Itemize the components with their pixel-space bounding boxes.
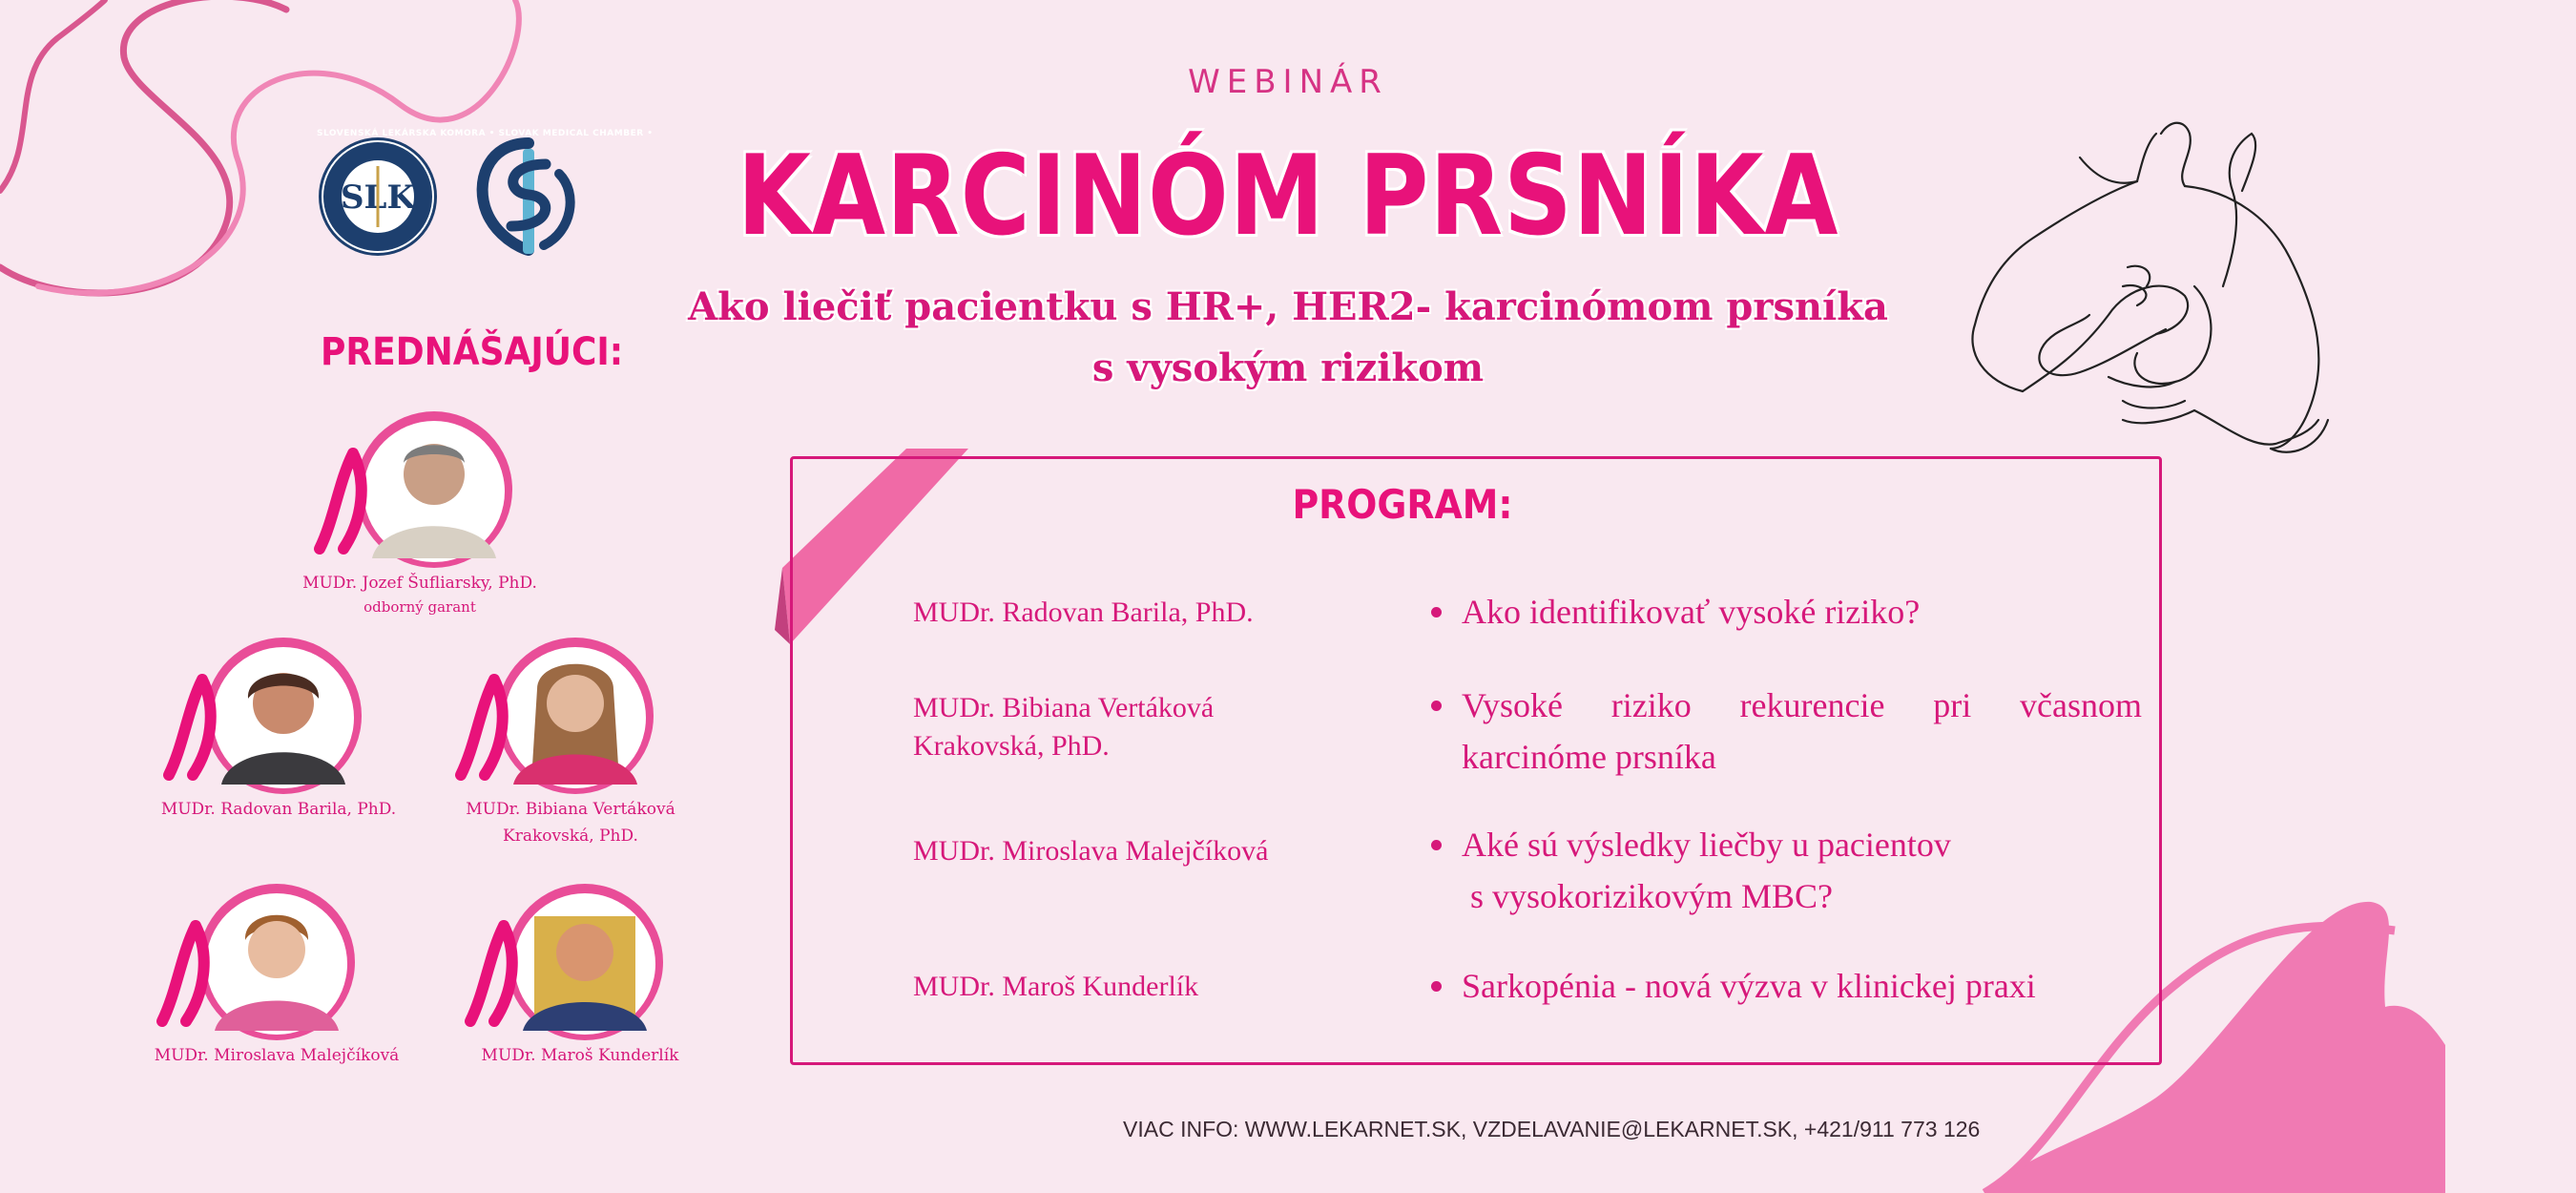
slk-ring-text: SLOVENSKÁ LEKÁRSKA KOMORA • SLOVAK MEDICAL CHAMBER • — [317, 129, 654, 138]
program-speaker-line-1: MUDr. Bibiana Vertáková — [913, 692, 1215, 723]
program-topic-line-2: karcinóme prsníka — [1462, 738, 1716, 776]
bullet-icon — [1431, 840, 1442, 850]
bullet-icon — [1431, 981, 1442, 992]
speaker-name: MUDr. Radovan Barila, PhD. — [160, 800, 397, 819]
program-topic — [1431, 680, 2142, 783]
speaker-name-line-2: Krakovská, PhD. — [503, 827, 638, 846]
program-heading: PROGRAM: — [1292, 481, 1513, 528]
program-speaker-line-1: MUDr. Maroš Kunderlík — [913, 971, 1199, 1002]
speaker-photo — [456, 632, 666, 804]
program-speaker — [913, 594, 1390, 632]
program-speaker — [913, 832, 1390, 870]
pink-ribbon-icon — [169, 680, 211, 775]
speaker-photo — [466, 878, 675, 1050]
program-topic — [1431, 586, 2142, 638]
speaker-photo — [157, 878, 367, 1050]
bullet-icon — [1431, 701, 1442, 711]
speaker-role: odborný garant — [364, 598, 476, 616]
speaker-name: MUDr. Miroslava Malejčíková — [154, 1046, 400, 1065]
main-title: KARCINÓM PRSNÍKA — [737, 132, 1839, 261]
program-topic-line-1: Ako identifikovať vysoké riziko? — [1462, 593, 1921, 631]
speaker-name: MUDr. Maroš Kunderlík — [481, 1046, 679, 1065]
program-topic-line-1: Vysoké riziko rekurencie pri včasnom — [1462, 686, 2142, 724]
pink-ribbon-icon — [162, 926, 204, 1021]
footer-contact-info: VIAC INFO: WWW.LEKARNET.SK, VZDELAVANIE@LEKARNET.SK, +421/911 773 126 — [1123, 1117, 1981, 1141]
program-speaker-line-2: Krakovská, PhD. — [913, 730, 1110, 762]
webinar-label: WEBINÁR — [1188, 63, 1388, 101]
pink-ribbon-icon — [320, 453, 362, 549]
speaker-photo — [315, 406, 525, 577]
program-topic — [1431, 819, 2142, 922]
speaker-caption — [248, 570, 592, 617]
program-topic-line-1: Sarkopénia - nová výzva v klinickej praxi — [1462, 967, 2036, 1005]
program-speaker — [913, 968, 1390, 1006]
speaker-photo — [164, 632, 374, 804]
program-topic-line-2: s vysokorizikovým MBC? — [1462, 877, 1834, 915]
speaker-name: MUDr. Jozef Šufliarsky, PhD. — [302, 574, 537, 593]
pink-ribbon-icon — [470, 926, 512, 1021]
program-speaker-line-1: MUDr. Miroslava Malejčíková — [913, 835, 1269, 867]
speaker-name-line-1: MUDr. Bibiana Vertáková — [466, 800, 675, 819]
program-speaker — [913, 689, 1390, 765]
slk-initials: SLK — [340, 178, 416, 217]
speakers-heading: PREDNÁŠAJÚCI: — [321, 330, 624, 374]
pink-ribbon-icon — [461, 680, 503, 775]
speaker-caption — [399, 1042, 761, 1069]
speaker-caption — [389, 796, 752, 849]
program-topic-line-1: Aké sú výsledky liečby u pacientov — [1462, 826, 1951, 864]
bullet-icon — [1431, 607, 1442, 617]
subtitle-line-2: s vysokým rizikom — [1091, 345, 1485, 390]
program-topic — [1431, 960, 2142, 1012]
subtitle-line-1: Ako liečiť pacientku s HR+, HER2- karcinómom prsníka — [688, 284, 1888, 329]
program-speaker-line-1: MUDr. Radovan Barila, PhD. — [913, 596, 1254, 628]
